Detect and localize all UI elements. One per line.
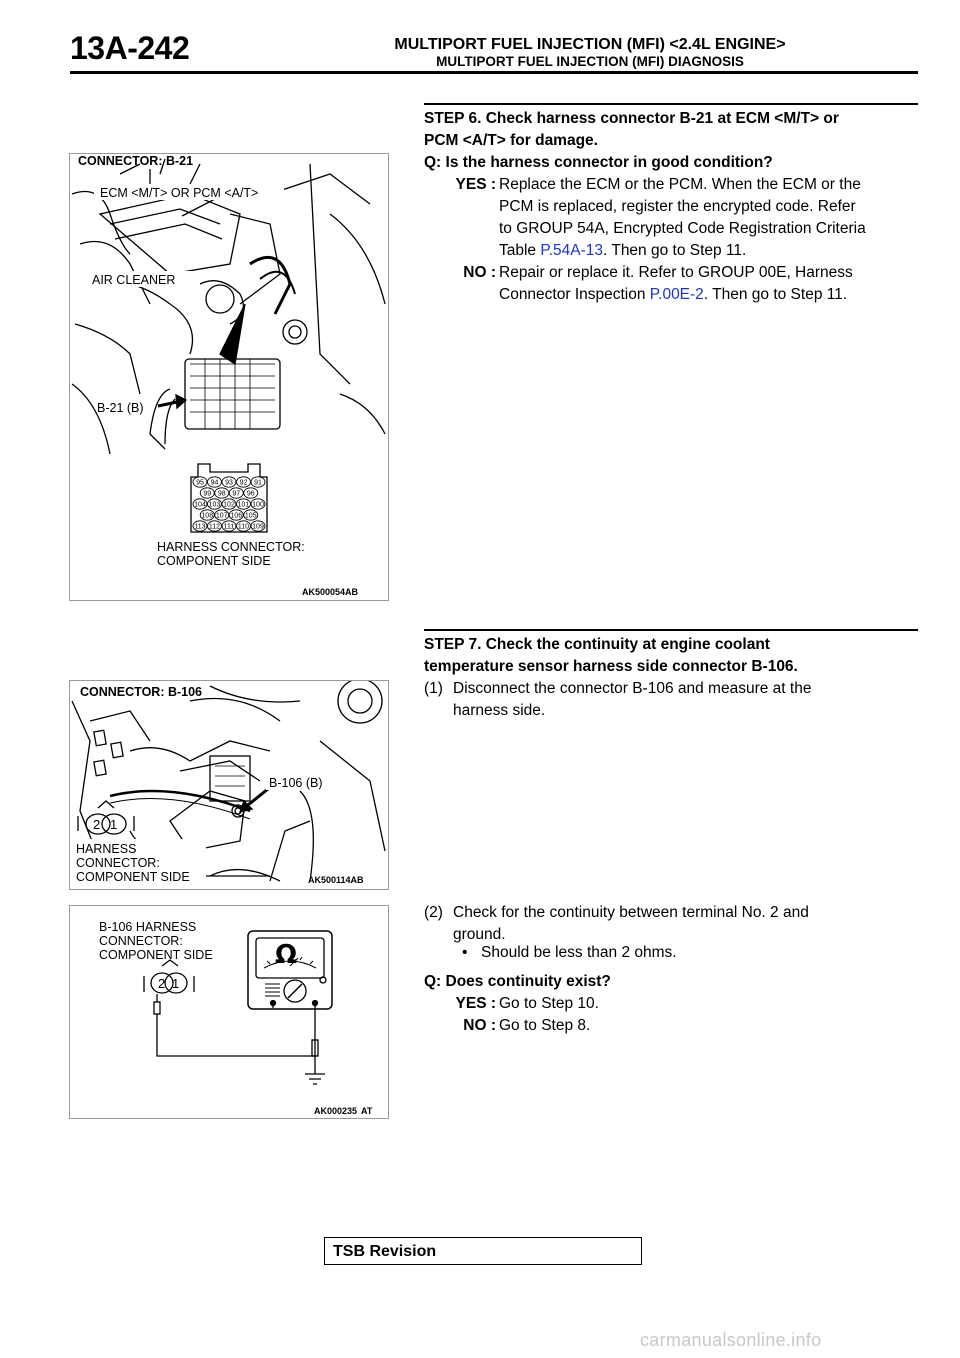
step6-yes-text: Replace the ECM or the PCM. When the ECM or the PCM is replaced, register the encrypted code. Refer to GROUP 54A, Encrypted Code Registration Criteria Table P.54A-13. Then go to Step 11.	[499, 176, 866, 259]
fig1-harness-l2: COMPONENT SIDE	[157, 554, 271, 568]
figure-b21-connector	[69, 153, 389, 601]
pin-label: 103	[208, 501, 221, 509]
step7-no-text: Go to Step 8.	[499, 1017, 591, 1034]
step7-yes-text: Go to Step 10.	[499, 995, 599, 1012]
step7-rule	[424, 629, 918, 631]
pin-label: 92	[239, 479, 248, 487]
header-rule	[70, 71, 918, 74]
step6-title: STEP 6. Check harness connector B-21 at ECM <M/T> or PCM <A/T> for damage.	[424, 110, 839, 149]
pin-label: 100	[252, 501, 264, 509]
fig1-air-cleaner-label: AIR CLEANER	[92, 273, 176, 287]
fig2-pin1: 1	[110, 817, 118, 832]
step6-no-key: NO :	[463, 264, 496, 281]
fig2-pin2: 2	[93, 817, 101, 832]
pin-label: 111	[223, 523, 235, 531]
fig3-l1: B-106 HARNESS	[99, 920, 197, 934]
pin-label: 107	[215, 512, 228, 520]
pin-label: 110	[237, 523, 250, 531]
fig3-l2: CONNECTOR:	[99, 934, 183, 948]
page-section-number: 13A-242	[70, 30, 190, 66]
fig2-harness-l1: HARNESS	[76, 842, 137, 856]
pin-label: 109	[252, 523, 264, 531]
pin-grid	[193, 477, 265, 531]
link-p54a-13[interactable]: P.54A-13	[540, 242, 604, 259]
pin-label: 102	[223, 501, 235, 509]
ohm-icon: Ω	[275, 940, 298, 970]
step7-item1-text: Disconnect the connector B-106 and measure at the harness side.	[453, 680, 812, 719]
pin-label: 94	[210, 479, 219, 487]
watermark: carmanualsonline.info	[640, 1330, 822, 1350]
pin-label: 98	[217, 490, 226, 498]
tsb-revision-box: TSB Revision	[324, 1237, 642, 1265]
fig2-connector-label: CONNECTOR: B-106	[80, 685, 203, 699]
pin-label: 95	[196, 479, 204, 487]
fig3-pin2: 2	[158, 976, 166, 991]
fig1-connector-label: CONNECTOR: B-21	[78, 154, 194, 168]
fig1-code: AK500054AB	[302, 587, 359, 597]
pin-label: 99	[203, 490, 212, 498]
pin-label: 96	[246, 490, 255, 498]
pin-label: 101	[237, 501, 250, 509]
pin-label: 97	[232, 490, 241, 498]
pin-label: 113	[194, 523, 206, 531]
step7-criterion: Should be less than 2 ohms.	[481, 944, 677, 961]
step7-question: Q: Does continuity exist?	[424, 973, 611, 990]
fig3-l3: COMPONENT SIDE	[99, 948, 213, 962]
fig2-code: AK500114AB	[308, 875, 364, 885]
page-title: MULTIPORT FUEL INJECTION (MFI) <2.4L ENGINE>	[394, 36, 786, 53]
figure-ohmmeter	[69, 905, 389, 1119]
pin-label: 112	[208, 523, 221, 531]
pin-label: 108	[201, 512, 214, 520]
step7-item2-text: Check for the continuity between terminal No. 2 and ground.	[453, 904, 809, 943]
pin-label: 91	[254, 479, 262, 487]
fig3-code: AK000235 AT	[314, 1106, 373, 1116]
pin-label: 106	[230, 512, 243, 520]
fig2-b106-label: B-106 (B)	[269, 776, 323, 790]
fig1-ecm-label: ECM <M/T> OR PCM <A/T>	[100, 186, 259, 200]
pin-label: 93	[225, 479, 233, 487]
figure-b106-connector	[69, 680, 389, 890]
step7-no-key: NO :	[463, 1017, 496, 1034]
page-subtitle: MULTIPORT FUEL INJECTION (MFI) DIAGNOSIS	[436, 54, 744, 69]
step6-yes-key: YES :	[455, 176, 496, 193]
step7-item2-num: (2)	[424, 904, 443, 921]
step6-no-text: Repair or replace it. Refer to GROUP 00E, Harness Connector Inspection P.00E-2. Then go to Step 11.	[499, 264, 853, 303]
pin-label: 105	[244, 512, 257, 520]
fig2-harness-l3: COMPONENT SIDE	[76, 870, 190, 884]
step6-question: Q: Is the harness connector in good condition?	[424, 154, 773, 171]
pin-label: 104	[194, 501, 206, 509]
fig3-pin1: 1	[172, 976, 180, 991]
bullet-dot: •	[462, 944, 468, 961]
step7-yes-key: YES :	[455, 995, 496, 1012]
step6-rule	[424, 103, 918, 105]
fig2-harness-l2: CONNECTOR:	[76, 856, 160, 870]
step7-title: STEP 7. Check the continuity at engine coolant temperature sensor harness side connector B-106.	[424, 636, 798, 675]
step7-item1-num: (1)	[424, 680, 443, 697]
link-p00e-2[interactable]: P.00E-2	[649, 286, 704, 303]
fig1-harness-l1: HARNESS CONNECTOR:	[157, 540, 305, 554]
fig1-b21-label: B-21 (B)	[97, 401, 144, 415]
